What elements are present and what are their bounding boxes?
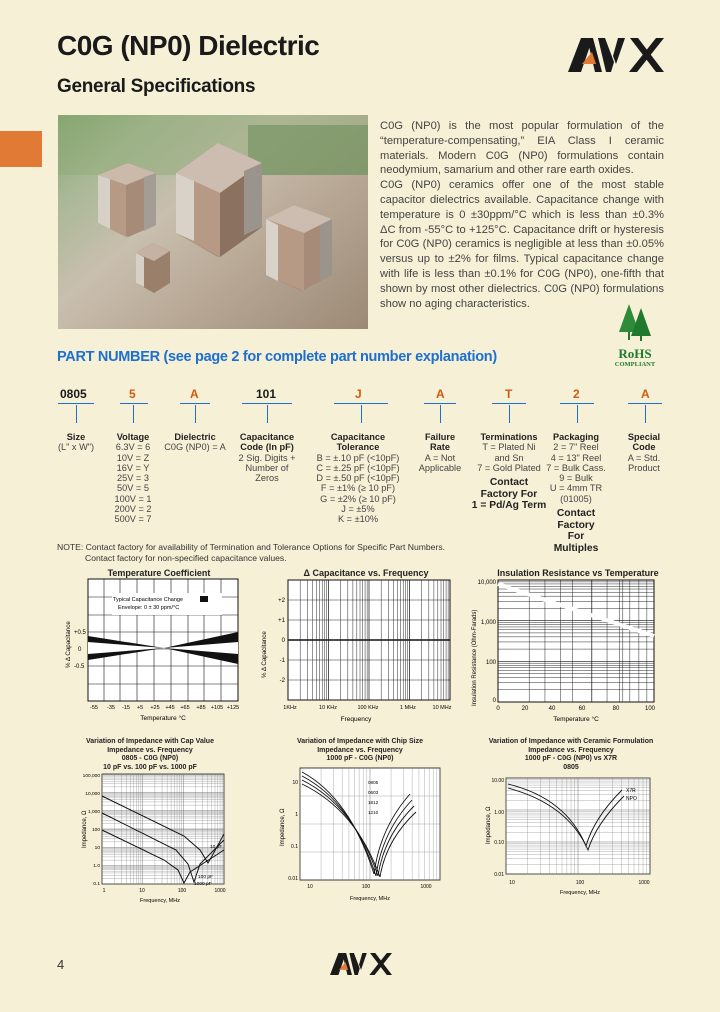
curve-label: NPO [626, 796, 637, 802]
y-tick: 0.01 [494, 872, 504, 878]
x-tick: 10 [139, 888, 145, 894]
x-tick: 100 [361, 884, 371, 890]
x-tick: 10 KHz [318, 705, 338, 711]
chart-title-line: Impedance vs. Frequency [107, 746, 193, 754]
y-tick: 1.0 [93, 864, 100, 869]
col-line: and Sn [494, 452, 524, 463]
col-heading: Code [632, 442, 656, 453]
orange-section-tab [0, 131, 42, 167]
col-note: Factory [557, 519, 595, 531]
y-tick: 1,000 [87, 810, 100, 815]
y-tick: +1 [278, 618, 285, 624]
chart-title: Temperature Coefficient [107, 568, 211, 578]
col-line: 2 Sig. Digits + [238, 452, 296, 463]
col-line: Zeros [255, 473, 279, 484]
y-tick: 10 [94, 846, 100, 851]
y-tick: 10,000 [85, 792, 100, 797]
x-tick: 80 [612, 706, 620, 712]
chart-impedance-cap-value [60, 738, 240, 908]
y-tick: 10 [292, 780, 298, 786]
availability-note [57, 542, 467, 564]
col-heading: Rate [430, 442, 450, 453]
col-heading: Tolerance [336, 442, 380, 453]
part-number-heading: PART NUMBER (see page 2 for complete part number explanation) [57, 349, 497, 365]
col-line: 4 = 13" Reel [550, 452, 602, 463]
pn-code-dielectric: A [190, 387, 199, 401]
y-tick: -2 [279, 678, 285, 684]
pn-underline [180, 403, 210, 404]
col-note: 1 = Pd/Ag Term [471, 500, 547, 512]
page-number: 4 [57, 957, 65, 972]
pn-col-capcode [230, 432, 304, 483]
chart-impedance-chip-size [270, 738, 450, 908]
pn-connector [509, 405, 510, 423]
col-line: G = ±2% (≥ 10 pF) [320, 493, 396, 504]
plot-area [498, 580, 654, 702]
pn-connector [76, 405, 77, 423]
axis-label-y: Insulation Resistance (Ohm-Farads) [472, 609, 478, 706]
col-line: (L" x W") [57, 442, 95, 453]
x-tick: +125 [226, 705, 240, 711]
col-line: U = 4mm TR [549, 483, 603, 494]
y-tick: -0.5 [74, 664, 85, 670]
x-tick: -35 [107, 705, 115, 711]
pn-col-dielectric [160, 432, 230, 453]
pn-code-termination: T [505, 387, 513, 401]
axis-label-y: % Δ Capacitance [261, 631, 268, 678]
col-line: 200V = 2 [114, 504, 152, 515]
chart-ir-vs-temperature [466, 566, 666, 726]
pn-connector [440, 405, 441, 423]
y-tick: 0.10 [494, 840, 504, 846]
col-line: C = ±.25 pF (<10pF) [316, 462, 400, 473]
pn-col-failure [412, 432, 468, 473]
x-tick: 100 [575, 880, 585, 886]
curve-label: 100 pF [198, 875, 213, 880]
axis-label-x: Temperature °C [140, 715, 186, 722]
intro-paragraph-1: C0G (NP0) is the most popular formulation of the “temperature-compensating,” EIA Class I ceramic materials. Modern C0G (NP0) formulations contain neodymium, samarium and other rare earth oxides. [380, 120, 664, 177]
pn-code-packaging: 2 [573, 387, 580, 401]
x-tick: 10 [509, 880, 515, 886]
pn-col-size [54, 432, 98, 453]
x-tick: -15 [122, 705, 130, 711]
intro-text [380, 119, 664, 311]
pn-connector [133, 405, 134, 423]
y-tick: 100 [485, 660, 496, 666]
chart-impedance-ceramic [476, 738, 666, 908]
x-tick: 0 [496, 706, 500, 712]
legend-swatch [200, 596, 208, 602]
rohs-compliant: COMPLIANT [614, 361, 656, 368]
pn-col-special [618, 432, 670, 473]
axis-label-x: Temperature °C [553, 716, 599, 723]
avx-logo [568, 38, 664, 72]
col-heading: Capacitance [239, 432, 295, 442]
legend-text: Typical Capacitance Change [113, 597, 184, 603]
x-tick: 1 MHz [400, 705, 416, 711]
pn-underline [424, 403, 456, 404]
pn-code-special: A [641, 387, 650, 401]
pn-connector [267, 405, 268, 423]
pn-code-capacitance: 101 [256, 387, 277, 401]
col-line: 6.3V = 6 [115, 442, 151, 453]
pn-col-voltage [106, 432, 160, 525]
y-tick: 10,000 [477, 580, 496, 586]
col-note: Multiples [553, 542, 599, 554]
y-tick: 1,000 [480, 620, 496, 626]
y-tick: 1.00 [494, 810, 504, 816]
x-tick: 40 [548, 706, 556, 712]
col-heading: Dielectric [174, 432, 216, 442]
pn-underline [242, 403, 292, 404]
col-heading: Failure [424, 432, 456, 442]
x-tick: -55 [90, 705, 98, 711]
pn-code-size: 0805 [60, 387, 87, 401]
curve-label: 0805 [368, 780, 379, 785]
pn-code-voltage: 5 [129, 387, 136, 401]
axis-label-y: Impedance, Ω [82, 810, 88, 848]
axis-label-y: % Δ Capacitance [65, 621, 72, 668]
curve-label: 1812 [368, 800, 379, 805]
col-line: 50V = 5 [117, 483, 149, 494]
pn-underline [334, 403, 388, 404]
x-tick: +85 [196, 705, 206, 711]
col-heading: Special [627, 432, 661, 442]
col-heading: Packaging [553, 432, 599, 442]
x-tick: +105 [210, 705, 224, 711]
chart-temp-coefficient [54, 566, 244, 726]
col-note: For [567, 531, 585, 543]
axis-label-x: Frequency, MHz [560, 890, 600, 896]
x-tick: +45 [165, 705, 175, 711]
col-heading: Size [66, 432, 86, 442]
col-line: 100V = 1 [114, 493, 152, 504]
pn-connector [577, 405, 578, 423]
axis-label-y: Impedance, Ω [280, 808, 286, 846]
page-subtitle: General Specifications [57, 76, 256, 97]
note-line-2: Contact factory for non-specified capacitance values. [85, 553, 287, 563]
col-line: Product [628, 462, 660, 473]
pn-code-tolerance: J [355, 387, 362, 401]
y-tick: 100,000 [82, 774, 100, 779]
y-tick: 0.01 [288, 876, 298, 882]
curve-label: X7R [626, 788, 636, 794]
curve-label: 0603 [368, 790, 379, 795]
x-tick: 1000 [214, 888, 226, 894]
y-tick: 0.1 [93, 882, 100, 887]
pn-connector [361, 405, 362, 423]
pn-underline [492, 403, 526, 404]
x-tick: +65 [180, 705, 190, 711]
y-tick: 1 [295, 812, 298, 818]
x-tick: 1000 [420, 884, 432, 890]
chart-title-line: Impedance vs. Frequency [317, 746, 403, 754]
chart-title-line: Variation of Impedance with Ceramic Formulation [488, 738, 654, 745]
chart-cap-vs-frequency [256, 566, 456, 726]
col-line: 2 = 7" Reel [553, 442, 599, 453]
x-tick: 60 [578, 706, 586, 712]
col-line: 7 = Bulk Cass. [546, 462, 606, 473]
col-line: 10V = Z [116, 452, 150, 463]
curve-label: 10 pF [210, 845, 223, 850]
pn-col-packaging [540, 432, 612, 554]
pn-col-tolerance [306, 432, 410, 525]
col-note: Contact [556, 508, 596, 520]
legend-text: Envelope: 0 ± 30 ppm/°C [118, 605, 180, 611]
col-line: 16V = Y [116, 462, 150, 473]
pn-underline [628, 403, 662, 404]
pn-connector [195, 405, 196, 423]
axis-label-x: Frequency, MHz [350, 896, 390, 902]
y-tick: 0.1 [291, 844, 298, 850]
col-heading: Voltage [116, 432, 150, 442]
x-tick: 10 MHz [432, 705, 452, 711]
chart-title-line: 0805 - C0G (NP0) [121, 755, 179, 762]
col-line: C0G (NP0) = A [164, 442, 226, 453]
axis-label-y: Impedance, Ω [486, 806, 492, 844]
chart-title: Insulation Resistance vs Temperature [497, 568, 659, 578]
x-tick: +25 [150, 705, 160, 711]
chart-title-line: 0805 [563, 763, 579, 771]
y-tick: 0 [492, 698, 496, 704]
x-tick: 10 [307, 884, 313, 890]
col-note: Contact [489, 477, 529, 489]
col-line: J = ±5% [341, 504, 375, 515]
tree-icon [615, 302, 655, 342]
y-tick: +0.5 [74, 630, 86, 636]
col-line: Number of [245, 462, 289, 473]
x-tick: 100 [644, 706, 656, 712]
pn-underline [58, 403, 94, 404]
col-line: B = ±.10 pF (<10pF) [316, 452, 400, 463]
axis-label-x: Frequency [340, 716, 372, 723]
pn-col-terminations [468, 432, 550, 512]
curve-label: 1000 pF [194, 882, 212, 887]
col-note: Factory For [480, 488, 538, 500]
col-line: 500V = 7 [114, 514, 152, 525]
col-line: 25V = 3 [117, 473, 149, 484]
col-heading: Terminations [480, 432, 538, 442]
page-title: C0G (NP0) Dielectric [57, 30, 320, 61]
y-tick: +2 [278, 598, 285, 604]
x-tick: +5 [136, 705, 144, 711]
y-tick: -1 [279, 658, 285, 664]
col-line: A = Not [424, 452, 456, 463]
pn-code-failure: A [436, 387, 445, 401]
col-heading: Code (In pF) [240, 442, 294, 453]
intro-paragraph-2: C0G (NP0) ceramics offer one of the most stable capacitor dielectrics available. Capacitance change with temperature is 0 ±30ppm/°C which is less than ±0.3% ΔC from -55°C to +125°C. Capacitance drift or hysteresis for C0G (NP0) ceramics is negligible at less than ±0.05% versus up to ±2% for films. Typical capacitance change with life is less than ±0.1% for C0G (NP0), one-fifth that shown by most other dielectrics. C0G (NP0) formulations show no aging characteristics. [380, 179, 664, 310]
pn-underline [560, 403, 594, 404]
x-tick: 1000 [638, 880, 650, 886]
y-tick: 100 [91, 828, 100, 833]
chart-title-line: 1000 pF - C0G (NP0) [326, 755, 394, 762]
note-line-1: NOTE: Contact factory for availability of Termination and Tolerance Options for Specific Part Numbers. [57, 542, 446, 552]
y-tick: 0 [78, 647, 82, 653]
curve-label: 1210 [368, 810, 379, 815]
col-line: F = ±1% (≥ 10 pF) [320, 483, 396, 494]
rohs-label: RoHS [618, 346, 652, 361]
chart-title-line: Variation of Impedance with Cap Value [86, 738, 214, 745]
col-line: D = ±.50 pF (<10pF) [316, 473, 400, 484]
pn-underline [120, 403, 148, 404]
chart-title: Δ Capacitance vs. Frequency [303, 568, 429, 578]
col-line: T = Plated Ni [482, 442, 536, 453]
y-tick: 10.00 [491, 778, 504, 784]
col-line: A = Std. [627, 452, 661, 463]
x-tick: 20 [521, 706, 529, 712]
chart-title-line: 1000 pF - C0G (NP0) vs X7R [524, 755, 618, 762]
chart-title-line: Variation of Impedance with Chip Size [296, 738, 424, 745]
col-line: (01005) [560, 493, 592, 504]
x-tick: 1 [102, 888, 106, 894]
rohs-badge [607, 302, 663, 368]
chart-title-line: Impedance vs. Frequency [528, 746, 614, 754]
avx-footer-logo [330, 953, 392, 975]
y-tick: 0 [281, 638, 285, 644]
pn-connector [645, 405, 646, 423]
x-tick: 100 KHz [357, 705, 379, 711]
col-line: 7 = Gold Plated [477, 462, 541, 473]
chart-title-line: 10 pF vs. 100 pF vs. 1000 pF [103, 763, 197, 771]
x-tick: 1KHz [283, 705, 297, 711]
col-line: K = ±10% [337, 514, 379, 525]
col-heading: Capacitance [330, 432, 386, 442]
col-line: 9 = Bulk [559, 473, 593, 484]
capacitor-photo [58, 115, 368, 329]
x-tick: 100 [177, 888, 187, 894]
axis-label-x: Frequency, MHz [140, 898, 180, 904]
col-line: Applicable [418, 462, 462, 473]
